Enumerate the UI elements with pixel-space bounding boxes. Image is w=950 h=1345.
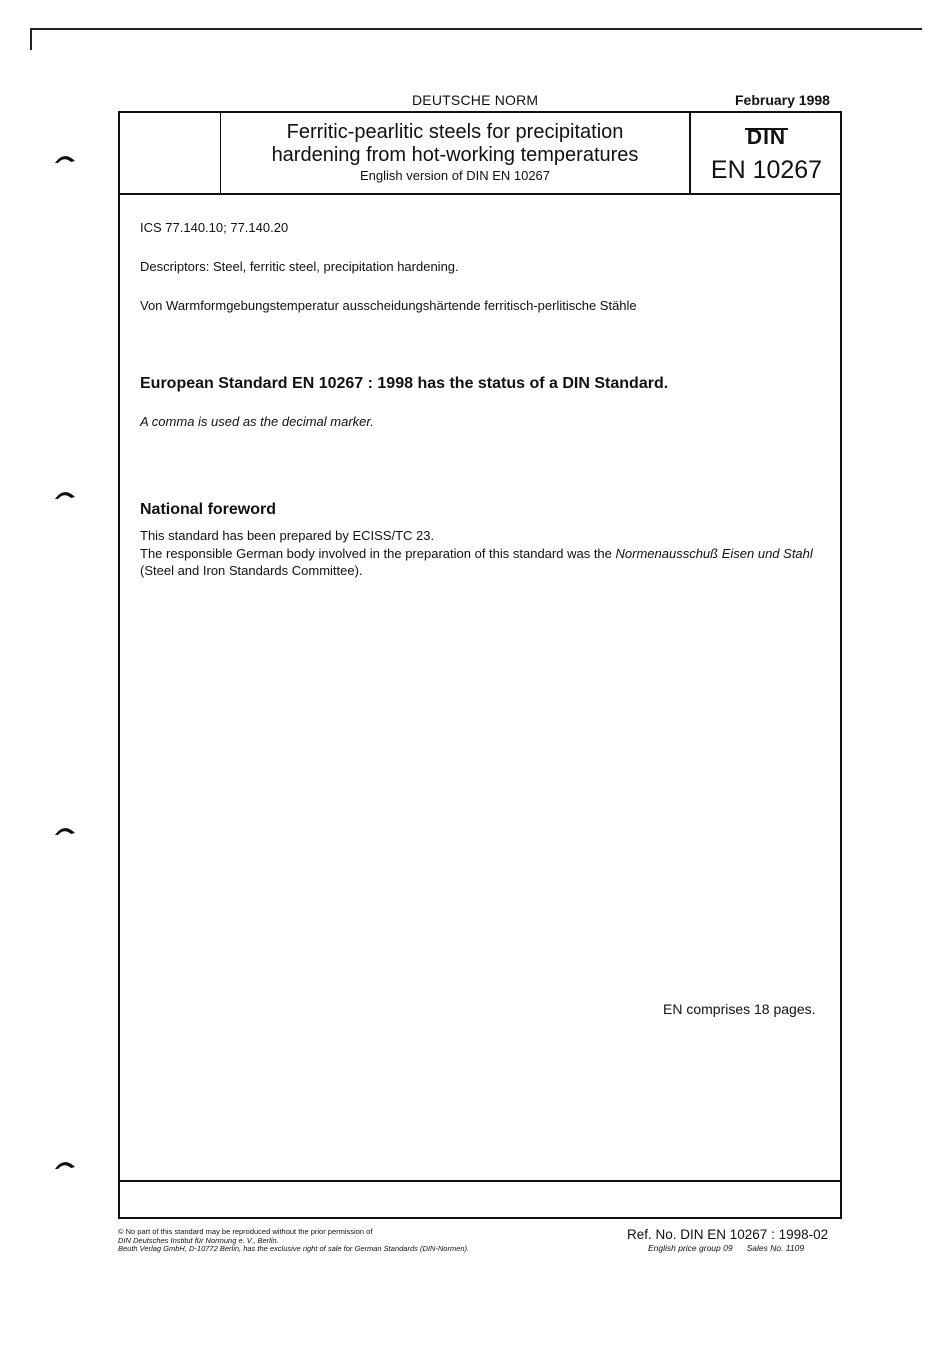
punch-hole-mark (54, 488, 76, 500)
standard-number: EN 10267 (710, 156, 823, 184)
price-info (648, 1243, 804, 1253)
descriptors: Descriptors: Steel, ferritic steel, precipitation hardening. (140, 259, 459, 274)
title-line-1: Ferritic-pearlitic steels for precipitation (286, 121, 624, 143)
ics-codes: ICS 77.140.10; 77.140.20 (140, 220, 289, 235)
scan-top-rule (30, 28, 922, 30)
publication-date: February 1998 (735, 92, 830, 108)
foreword-paragraph-1: This standard has been prepared by ECISS/TC 23. (140, 528, 435, 543)
page-count-note: EN comprises 18 pages. (663, 1001, 816, 1017)
copyright-line: Beuth Verlag GmbH, D-10772 Berlin, has the exclusive right of sale for German Standards (DIN-Normen). (118, 1244, 470, 1253)
punch-hole-mark (54, 152, 76, 164)
punch-hole-mark (54, 1158, 76, 1170)
copyright-line: © No part of this standard may be reproduced without the prior permission of (118, 1227, 373, 1236)
sales-number: Sales No. 1109 (746, 1243, 805, 1253)
foreword-text: The responsible German body involved in the preparation of this standard was the (140, 546, 616, 561)
german-title: Von Warmformgebungstemperatur ausscheidungshärtende ferritisch-perlitische Stähle (140, 298, 637, 313)
foreword-heading: National foreword (140, 501, 277, 518)
document-subtitle: English version of DIN EN 10267 (359, 168, 551, 183)
foreword-paragraph-2 (140, 545, 830, 579)
reference-number: Ref. No. DIN EN 10267 : 1998-02 (627, 1227, 829, 1242)
page-frame (118, 111, 842, 1219)
punch-hole-mark (54, 824, 76, 836)
decimal-note: A comma is used as the decimal marker. (140, 414, 374, 429)
norm-label: DEUTSCHE NORM (412, 92, 539, 108)
title-divider-left (220, 111, 221, 195)
scan-corner-mark (30, 28, 32, 50)
price-group: English price group 09 (648, 1243, 733, 1253)
document-title (222, 121, 688, 167)
bottom-rule (118, 1180, 842, 1182)
committee-name: Normenausschuß Eisen und Stahl (615, 546, 813, 561)
foreword-text-end: (Steel and Iron Standards Committee). (140, 563, 363, 578)
copyright-line: DIN Deutsches Institut für Normung e. V., Berlin. (118, 1235, 279, 1245)
title-line-2: hardening from hot-working temperatures (271, 144, 639, 166)
copyright-notice (118, 1228, 598, 1254)
din-logo: DIN (746, 126, 787, 149)
status-heading: European Standard EN 10267 : 1998 has the status of a DIN Standard. (140, 375, 669, 392)
